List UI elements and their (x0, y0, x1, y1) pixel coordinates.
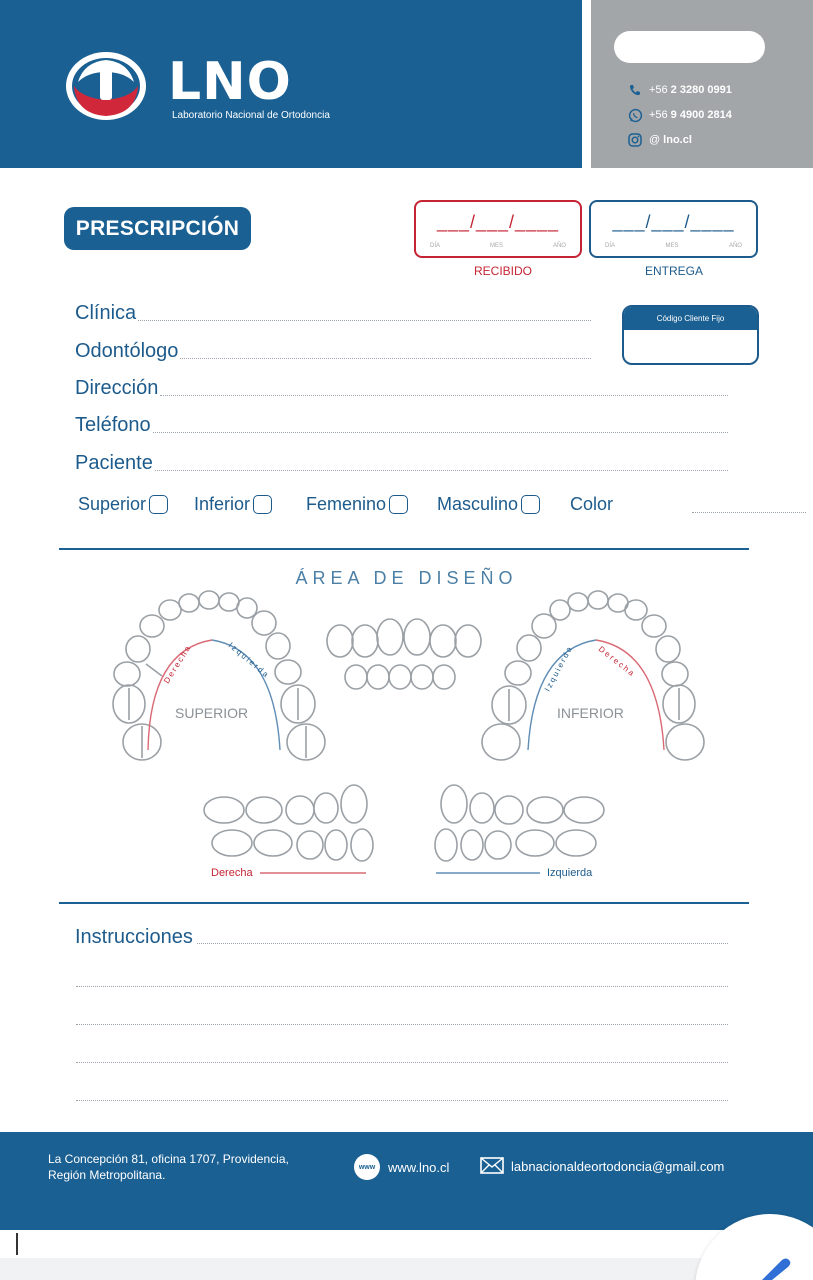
paciente-line (155, 470, 728, 471)
delivery-date-box[interactable] (589, 200, 758, 258)
side-view-right (204, 785, 373, 861)
footer (0, 1132, 813, 1230)
options-row (78, 494, 728, 520)
direccion-field[interactable] (75, 377, 728, 400)
whatsapp-prefix: +56 (649, 109, 668, 121)
upper-derecha-arc-label: Derecha (162, 642, 194, 686)
address-line-1: La Concepción 81, oficina 1707, Providencia, (48, 1152, 289, 1166)
footer-address (48, 1151, 289, 1183)
delivery-label: ENTREGA (645, 264, 704, 278)
received-date-box[interactable] (414, 200, 582, 258)
instagram-handle: lno.cl (663, 134, 692, 146)
femenino-box[interactable] (389, 495, 408, 514)
client-code-box[interactable] (622, 305, 759, 365)
instructions-line-5[interactable] (76, 1100, 728, 1101)
masculino-checkbox[interactable] (437, 494, 540, 515)
masculino-label: Masculino (437, 494, 519, 514)
logo-subtitle: Laboratorio Nacional de Ortodoncia (172, 110, 330, 121)
divider-top (59, 548, 749, 550)
clinica-label: Clínica (75, 302, 137, 324)
upper-arch (113, 591, 325, 760)
whatsapp-number: 9 4900 2814 (670, 109, 732, 121)
dental-diagram[interactable] (0, 590, 813, 890)
color-line (692, 512, 806, 513)
telefono-label: Teléfono (75, 414, 151, 436)
received-year-label: AÑO (552, 243, 566, 249)
contact-instagram[interactable] (627, 132, 692, 148)
received-month-label: MES (489, 243, 503, 249)
lower-derecha-arc-label: Derecha (596, 644, 638, 679)
received-label: RECIBIDO (474, 264, 533, 278)
color-field[interactable] (570, 494, 613, 515)
logo-wordmark: LNO (168, 52, 292, 112)
direccion-line (160, 395, 728, 396)
instructions-line-2[interactable] (76, 986, 728, 987)
text-cursor (16, 1233, 18, 1255)
received-date-slashes: ___/___/____ (436, 212, 560, 232)
received-day-label: DÍA (430, 243, 441, 249)
lower-arch (482, 591, 704, 760)
instructions-line-1 (197, 943, 728, 944)
text-input-bar[interactable] (0, 1230, 813, 1258)
color-label: Color (570, 494, 614, 514)
odontologo-label: Odontólogo (75, 340, 179, 362)
whatsapp-icon (627, 107, 643, 123)
front-teeth-upper (327, 619, 481, 689)
address-line-2: Región Metropolitana. (48, 1168, 166, 1182)
paciente-label: Paciente (75, 452, 153, 474)
superior-checkbox[interactable] (78, 494, 168, 515)
inferior-box[interactable] (253, 495, 272, 514)
superior-label: Superior (78, 494, 147, 514)
odontologo-field[interactable] (75, 340, 591, 363)
contact-phone[interactable] (627, 82, 732, 98)
input-strip (0, 1230, 813, 1280)
upper-izquierda-arc-label: Izquierda (226, 640, 272, 681)
pencil-icon (758, 1258, 792, 1280)
side-view-left (435, 785, 604, 861)
instagram-prefix: @ (649, 134, 661, 146)
lower-izquierda-arc-label: Izquierda (542, 643, 575, 693)
paciente-field[interactable] (75, 452, 728, 475)
instructions-label: Instrucciones (75, 926, 193, 948)
superior-box[interactable] (149, 495, 168, 514)
odontologo-line (180, 358, 591, 359)
phone-icon (627, 82, 643, 98)
inferior-checkbox[interactable] (194, 494, 272, 515)
masculino-box[interactable] (521, 495, 540, 514)
delivery-month-label: MES (665, 243, 679, 249)
upper-label: SUPERIOR (175, 705, 249, 721)
globe-icon: www (354, 1154, 380, 1180)
telefono-field[interactable] (75, 414, 728, 437)
divider-bottom (59, 902, 749, 904)
website-link[interactable]: www.lno.cl (388, 1160, 450, 1175)
clinica-field[interactable] (75, 302, 591, 325)
phone-number: 2 3280 0991 (670, 84, 732, 96)
clinica-line (138, 320, 591, 321)
search-field[interactable] (614, 31, 765, 63)
inferior-label: Inferior (194, 494, 251, 514)
delivery-day-label: DÍA (605, 243, 616, 249)
instructions-line-4[interactable] (76, 1062, 728, 1063)
instagram-icon (627, 132, 643, 148)
direccion-label: Dirección (75, 377, 159, 399)
mail-icon (480, 1157, 504, 1174)
lno-logo-icon (64, 50, 148, 122)
lower-label: INFERIOR (557, 705, 624, 721)
delivery-year-label: AÑO (728, 243, 742, 249)
delivery-date-slashes: ___/___/____ (612, 212, 735, 232)
left-side-label: Izquierda (547, 867, 593, 879)
phone-prefix: +56 (649, 84, 668, 96)
telefono-line (153, 432, 728, 433)
contact-whatsapp[interactable] (627, 107, 732, 123)
right-side-label: Derecha (211, 867, 253, 879)
instructions-field[interactable] (75, 926, 728, 949)
femenino-checkbox[interactable] (306, 494, 408, 515)
design-area-title: ÁREA DE DISEÑO (295, 568, 518, 588)
prescription-title: PRESCRIPCIÓN (64, 207, 251, 250)
femenino-label: Femenino (306, 494, 387, 514)
client-code-label: Código Cliente Fijo (624, 307, 757, 330)
instructions-line-3[interactable] (76, 1024, 728, 1025)
email-link[interactable]: labnacionaldeortodoncia@gmail.com (511, 1159, 725, 1174)
